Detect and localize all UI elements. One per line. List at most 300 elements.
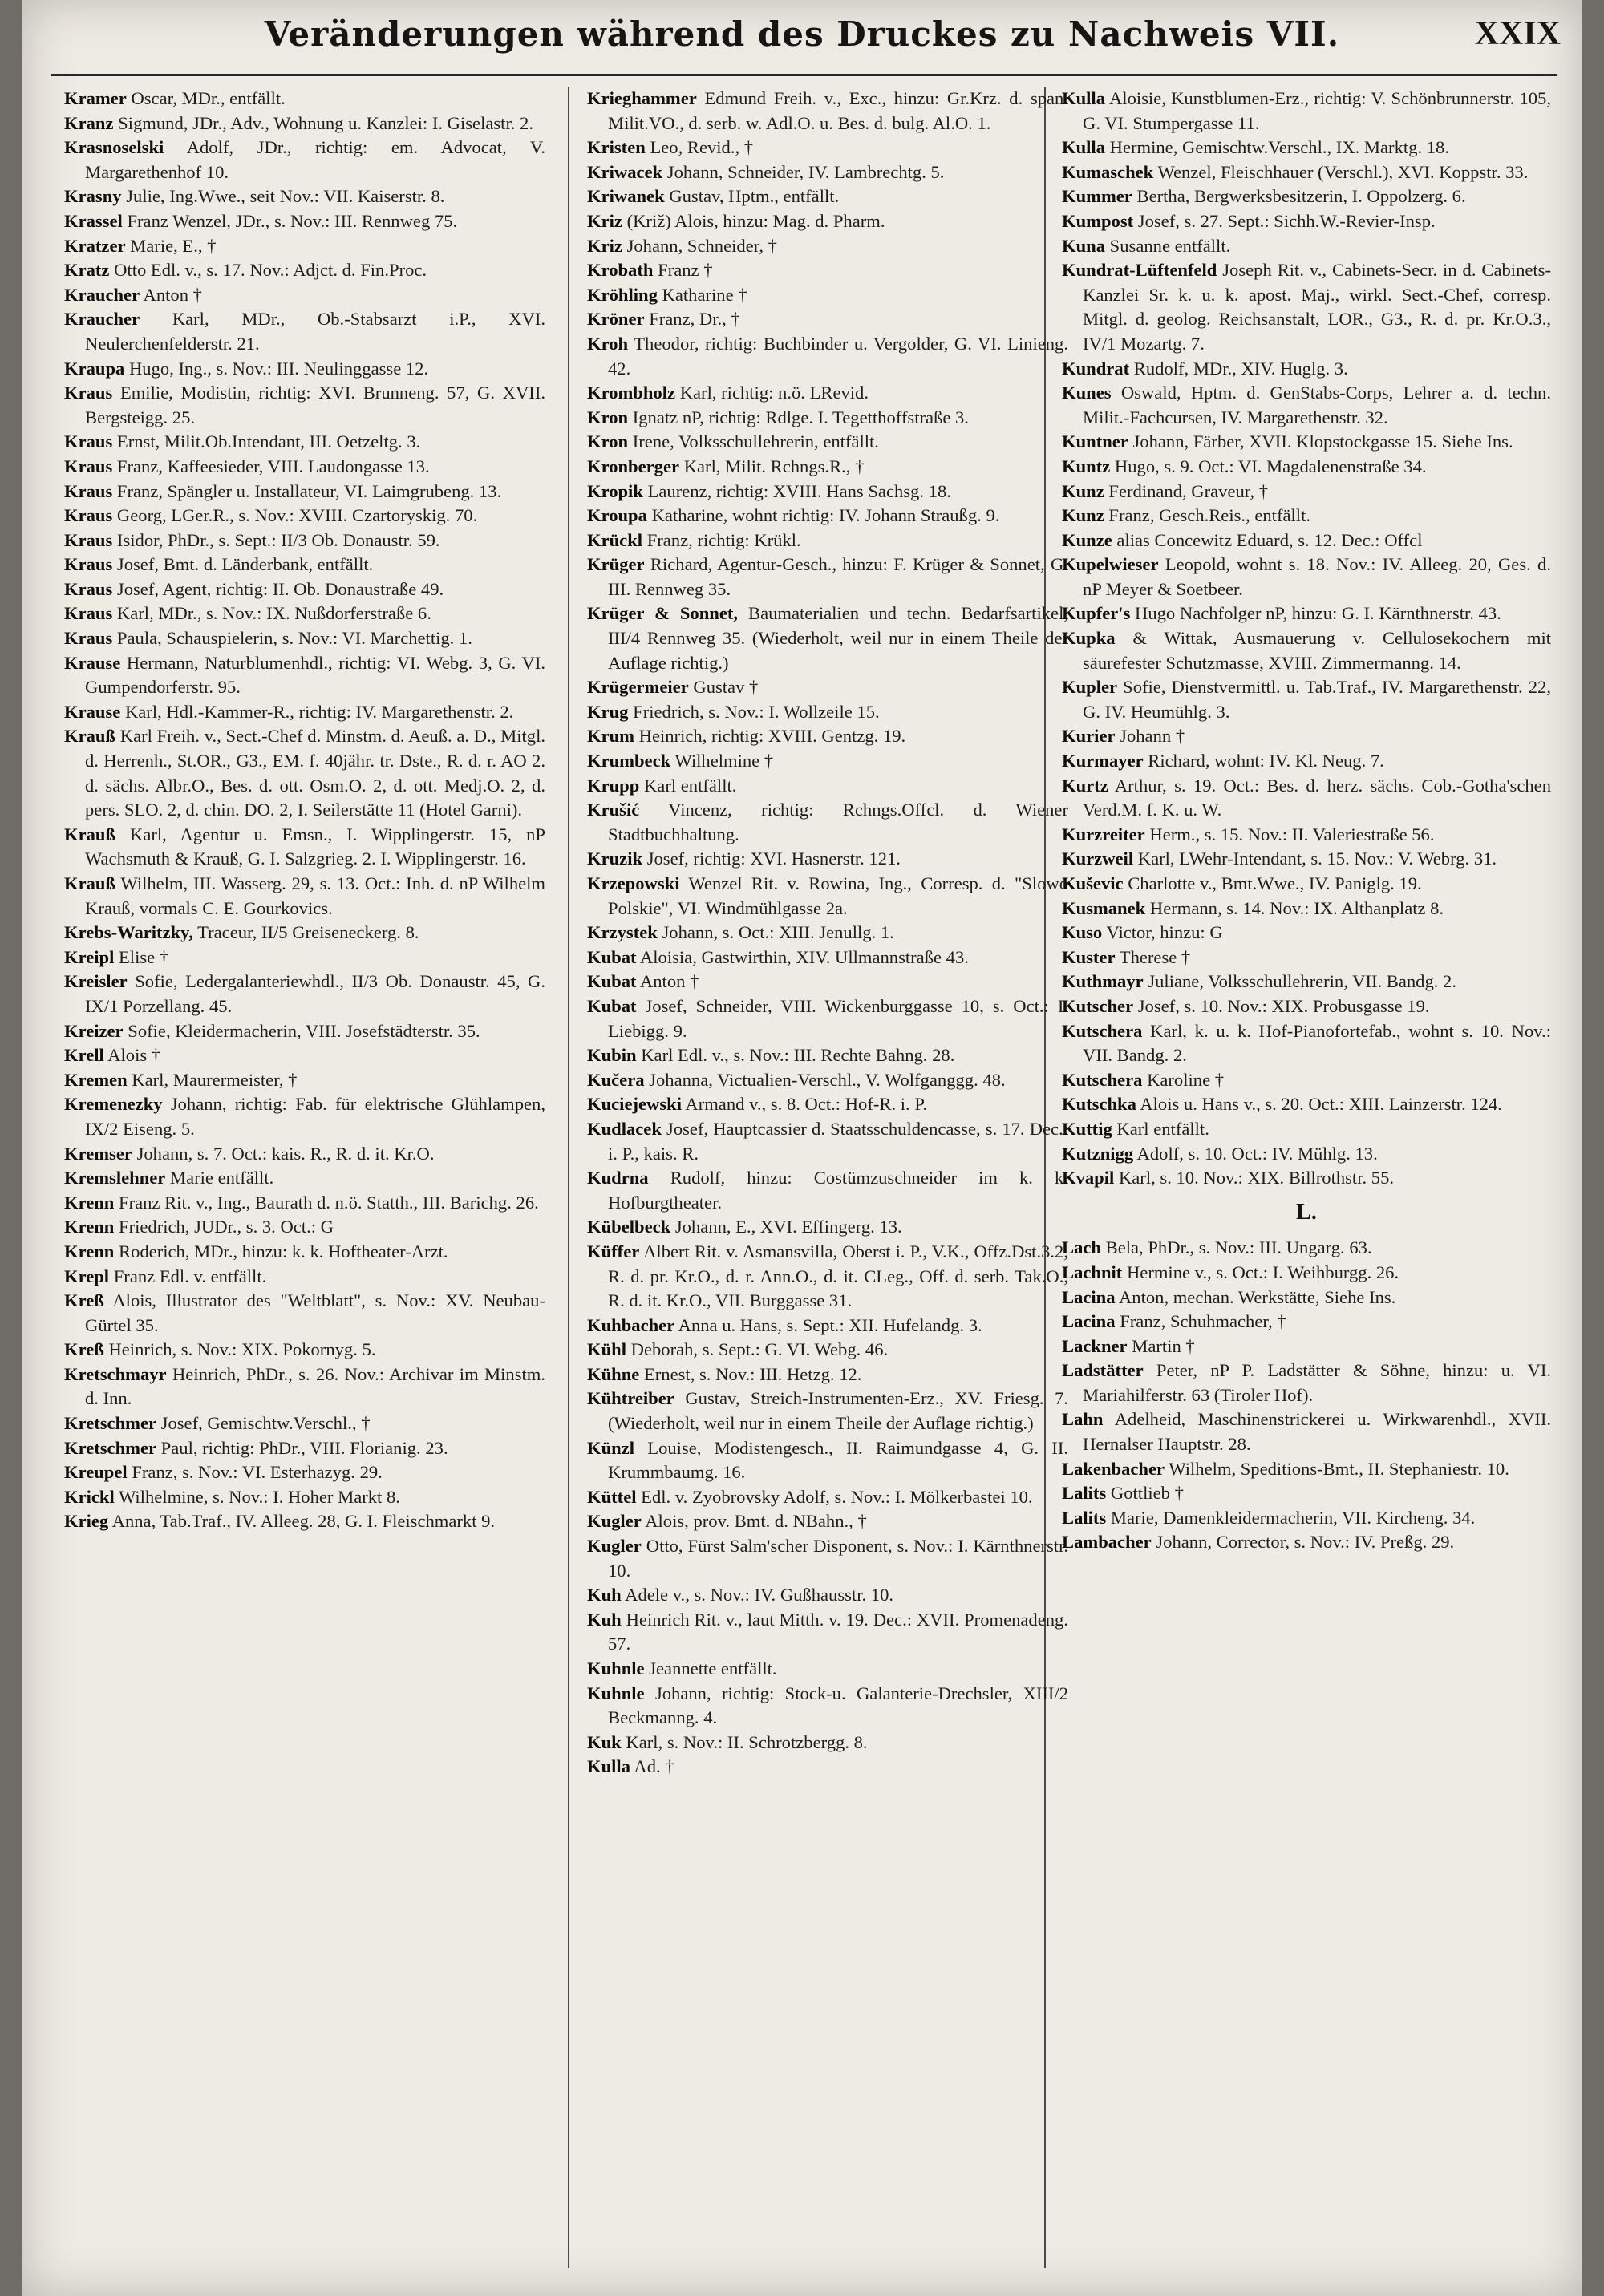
entry-details: & Wittak, Ausmauerung v. Cellulosekochern mit säurefester Schutzmasse, XVIII. Zimmermanng. 14. (1083, 628, 1551, 673)
directory-entry (64, 1142, 545, 1167)
directory-entry (64, 1240, 545, 1265)
entry-details: Johann, richtig: Stock-u. Galanterie-Drechsler, XIII/2 Beckmanng. 4. (608, 1683, 1068, 1728)
entry-details: Heinrich, s. Nov.: XIX. Pokornyg. 5. (108, 1339, 376, 1360)
directory-entry (1062, 1310, 1551, 1334)
entry-details: Josef, Gemischtw.Verschl., † (160, 1413, 371, 1434)
entry-details: Josef, Agent, richtig: II. Ob. Donaustraße 49. (116, 578, 444, 599)
directory-entry (1062, 87, 1551, 136)
directory-entry (64, 357, 545, 382)
directory-entry (1062, 234, 1551, 259)
entry-surname: Ladstätter (1062, 1360, 1144, 1381)
entry-surname: Krug (587, 701, 629, 722)
entry-surname: Lalits (1062, 1507, 1107, 1528)
entry-surname: Kriwanek (587, 186, 665, 207)
directory-entry (64, 577, 545, 602)
entry-surname: Kremser (64, 1143, 132, 1164)
entry-surname: Kuttig (1062, 1118, 1112, 1139)
directory-entry (1062, 1068, 1551, 1093)
directory-entry (64, 1436, 545, 1461)
entry-surname: Kvapil (1062, 1168, 1115, 1188)
directory-entry (587, 970, 1068, 994)
entry-surname: Krüger & Sonnet, (587, 603, 739, 624)
entry-details: Anton † (143, 284, 202, 305)
directory-entry (1062, 872, 1551, 897)
directory-entry (587, 724, 1068, 749)
entry-details: Hermann, Naturblumenhdl., richtig: VI. Webg. 3, G. VI. Gumpendorferstr. 95. (85, 652, 545, 698)
entry-details: Wilhelmine, s. Nov.: I. Hoher Markt 8. (119, 1486, 400, 1507)
entry-surname: Künzl (587, 1437, 635, 1458)
entry-surname: Kurier (1062, 726, 1116, 747)
entry-surname: Kretschmer (64, 1413, 157, 1434)
entry-surname: Kreisler (64, 971, 128, 992)
entry-details: Aloisia, Gastwirthin, XIV. Ullmannstraße 43. (639, 946, 969, 967)
entry-surname: Kumaschek (1062, 161, 1154, 182)
entry-surname: Kropik (587, 480, 643, 501)
entry-surname: Kupfer's (1062, 603, 1131, 624)
directory-entry (587, 160, 1068, 185)
column-3 (1062, 87, 1551, 2280)
entry-details: Anna, Tab.Traf., IV. Alleeg. 28, G. I. Fleischmarkt 9. (111, 1511, 496, 1532)
entry-details: Johann, E., XVI. Effingerg. 13. (674, 1217, 902, 1237)
directory-entry (64, 528, 545, 553)
directory-entry (64, 1411, 545, 1436)
entry-details: Johann, Corrector, s. Nov.: IV. Preßg. 29. (1156, 1532, 1455, 1553)
entry-surname: Kühtreiber (587, 1388, 674, 1409)
entry-surname: Kučera (587, 1069, 645, 1090)
directory-entry (587, 1117, 1068, 1166)
directory-entry (64, 1265, 545, 1290)
entry-details: Hugo Nachfolger nP, hinzu: G. I. Kärnthnerstr. 43. (1135, 603, 1501, 624)
entry-details: Karl entfällt. (1116, 1118, 1209, 1139)
directory-entry (1062, 1481, 1551, 1506)
directory-entry (587, 1363, 1068, 1387)
entry-surname: Küttel (587, 1486, 637, 1507)
directory-entry (587, 994, 1068, 1043)
directory-entry (1062, 1142, 1551, 1167)
entry-details: Friedrich, s. Nov.: I. Wollzeile 15. (633, 701, 880, 722)
directory-entry (64, 258, 545, 283)
directory-entry (64, 283, 545, 308)
directory-entry (1062, 480, 1551, 504)
entry-details: Irene, Volksschullehrerin, entfällt. (632, 431, 879, 452)
entry-surname: Kraus (64, 578, 113, 599)
directory-entry (587, 1387, 1068, 1436)
column-divider (568, 87, 569, 2268)
entry-details: (Križ) Alois, hinzu: Mag. d. Pharm. (626, 210, 885, 231)
directory-entry (1062, 675, 1551, 724)
entry-details: Armand v., s. 8. Oct.: Hof-R. i. P. (685, 1094, 928, 1115)
directory-entry (64, 1460, 545, 1485)
entry-surname: Kübelbeck (587, 1217, 671, 1237)
directory-entry (587, 601, 1068, 675)
entry-details: Alois, prov. Bmt. d. NBahn., † (645, 1511, 867, 1532)
entry-surname: Krause (64, 701, 121, 722)
entry-details: Georg, LGer.R., s. Nov.: XVIII. Czartoryskig. 70. (116, 505, 478, 526)
entry-surname: Krauß (64, 873, 116, 893)
directory-entry (1062, 601, 1551, 626)
entry-details: Gustav, Hptm., entfällt. (669, 186, 840, 207)
entry-details: Karl Edl. v., s. Nov.: III. Rechte Bahng. 28. (641, 1045, 955, 1066)
directory-entry (587, 528, 1068, 553)
entry-details: Franz † (658, 260, 713, 281)
directory-entry (587, 1043, 1068, 1068)
entry-surname: Lackner (1062, 1335, 1128, 1356)
entry-details: Richard, wohnt: IV. Kl. Neug. 7. (1148, 751, 1384, 771)
entry-surname: Kuciejewski (587, 1094, 682, 1115)
entry-details: Karl, k. u. k. Hof-Pianofortefab., wohnt s. 10. Nov.: VII. Bandg. 2. (1083, 1020, 1551, 1066)
directory-entry (587, 307, 1068, 332)
directory-entry (64, 700, 545, 725)
entry-details: Oscar, MDr., entfällt. (131, 88, 286, 108)
entry-surname: Kurzweil (1062, 848, 1134, 869)
directory-entry (1062, 749, 1551, 774)
entry-details: Hugo, s. 9. Oct.: VI. Magdalenenstraße 34. (1114, 456, 1427, 476)
entry-surname: Krasnoselski (64, 137, 164, 158)
directory-entry (587, 675, 1068, 700)
directory-entry (1062, 774, 1551, 823)
entry-details: Elise † (119, 946, 169, 967)
entry-details: Sofie, Kleidermacherin, VIII. Josefstädterstr. 35. (128, 1020, 480, 1041)
directory-entry (1062, 1236, 1551, 1261)
directory-entry (1062, 136, 1551, 160)
entry-surname: Kremenezky (64, 1094, 163, 1115)
entry-surname: Krauß (64, 824, 116, 844)
entry-details: Heinrich Rit. v., laut Mitth. v. 19. Dec.: XVII. Promenadeng. 57. (608, 1609, 1068, 1654)
directory-entry (587, 553, 1068, 601)
entry-details: Laurenz, richtig: XVIII. Hans Sachsg. 18. (647, 480, 951, 501)
entry-details: Wenzel Rit. v. Rowina, Ing., Corresp. d. "Slowo Polskie", VI. Windmühlgasse 2a. (608, 873, 1068, 918)
entry-surname: Kudrna (587, 1168, 649, 1188)
entry-details: Johanna, Victualien-Verschl., V. Wolfganggg. 48. (649, 1069, 1006, 1090)
directory-entry (587, 1314, 1068, 1338)
entry-surname: Kreß (64, 1290, 104, 1311)
entry-details: Josef, s. 10. Nov.: XIX. Probusgasse 19. (1137, 995, 1430, 1016)
entry-details: Sofie, Ledergalanteriewhdl., II/3 Ob. Donaustr. 45, G. IX/1 Porzellang. 45. (85, 971, 545, 1016)
entry-details: Baumaterialien und techn. Bedarfsartikel, III/4 Rennweg 35. (Wiederholt, weil nur in einem Theile der Auflage richtig.) (608, 603, 1068, 673)
entry-details: Vincenz, richtig: Rchngs.Offcl. d. Wiener Stadtbuchhaltung. (608, 800, 1068, 844)
directory-entry (587, 87, 1068, 136)
directory-entry (1062, 1457, 1551, 1482)
directory-entry (587, 872, 1068, 921)
directory-entry (587, 258, 1068, 283)
directory-entry (1062, 1359, 1551, 1407)
entry-surname: Kreizer (64, 1020, 124, 1041)
entry-details: Ad. † (634, 1756, 674, 1777)
directory-entry (587, 1657, 1068, 1682)
entry-surname: Lachnit (1062, 1261, 1123, 1282)
entry-details: Adolf, s. 10. Oct.: IV. Mühlg. 13. (1136, 1143, 1378, 1164)
entry-details: Karl, Maurermeister, † (132, 1069, 298, 1090)
entry-surname: Kutznigg (1062, 1143, 1134, 1164)
entry-surname: Kruzik (587, 848, 643, 869)
entry-surname: Lacina (1062, 1311, 1116, 1332)
entry-details: Karl, Agentur u. Emsn., I. Wipplingerstr. 15, nP Wachsmuth & Krauß, G. I. Salzgrieg. 2. I. Wipplingerstr. 16. (85, 824, 545, 869)
directory-entry (64, 136, 545, 184)
entry-surname: Kramer (64, 88, 127, 108)
entry-details: Johann † (1120, 726, 1185, 747)
entry-surname: Kronberger (587, 456, 680, 476)
entry-surname: Krupp (587, 775, 640, 796)
entry-details: Karl, LWehr-Intendant, s. 15. Nov.: V. Webrg. 31. (1137, 848, 1497, 869)
entry-surname: Kulla (1062, 137, 1105, 158)
entry-details: Friedrich, JUDr., s. 3. Oct.: G (119, 1217, 334, 1237)
entry-surname: Kuster (1062, 946, 1116, 967)
entry-surname: Kuh (587, 1609, 622, 1630)
directory-entry (587, 184, 1068, 209)
entry-details: Marie, E., † (130, 235, 217, 256)
entry-surname: Kuh (587, 1585, 622, 1606)
entry-surname: Kuk (587, 1731, 622, 1752)
directory-entry (1062, 1506, 1551, 1531)
entry-details: Emilie, Modistin, richtig: XVI. Brunneng. 57, G. XVII. Bergsteigg. 25. (85, 383, 545, 427)
entry-details: Roderich, MDr., hinzu: k. k. Hoftheater-Arzt. (119, 1241, 448, 1261)
directory-entry (587, 798, 1068, 847)
entry-surname: Lacina (1062, 1286, 1116, 1307)
entry-surname: Kremslehner (64, 1168, 166, 1188)
entry-surname: Krobath (587, 260, 654, 281)
entry-surname: Kundrat (1062, 358, 1130, 379)
entry-surname: Krauß (64, 726, 116, 747)
entry-surname: Kröhling (587, 284, 658, 305)
entry-details: Hermann, s. 14. Nov.: IX. Althanplatz 8. (1149, 897, 1444, 918)
entry-surname: Kuthmayr (1062, 971, 1144, 992)
entry-details: Wilhelm, III. Wasserg. 29, s. 13. Oct.: Inh. d. nP Wilhelm Krauß, vormals C. E. Gourkovics. (85, 873, 545, 918)
entry-surname: Kunze (1062, 529, 1112, 550)
directory-entry (1062, 1261, 1551, 1286)
entry-details: Peter, nP P. Ladstätter & Söhne, hinzu: u. VI. Mariahilferstr. 63 (Tiroler Hof). (1083, 1360, 1551, 1405)
directory-entry (587, 1215, 1068, 1240)
directory-entry (64, 430, 545, 455)
entry-surname: Kröner (587, 309, 645, 330)
directory-entry (64, 234, 545, 259)
entry-details: Heinrich, PhDr., s. 26. Nov.: Archivar im Minstm. d. Inn. (85, 1363, 545, 1409)
entry-details: Hugo, Ing., s. Nov.: III. Neulinggasse 12. (128, 358, 429, 379)
entry-details: Albert Rit. v. Asmansvilla, Oberst i. P., V.K., Offz.Dst.3.2, R. d. pr. Kr.O., d. r. Ann.O., d. it. CLeg., Off. d. serb. Tak.O., R. d. it. Kr.O., VII. Burggasse 31. (608, 1241, 1068, 1311)
entry-surname: Kranz (64, 112, 114, 133)
directory-entry (587, 430, 1068, 455)
entry-details: Oswald, Hptm. d. GenStabs-Corps, Lehrer a. d. techn. Milit.-Fachcursen, IV. Margarethenstr. 32. (1083, 383, 1551, 427)
entry-details: Anton, mechan. Werkstätte, Siehe Ins. (1118, 1286, 1396, 1307)
entry-surname: Krause (64, 652, 121, 673)
directory-entry (64, 1338, 545, 1363)
entry-details: Karl, Milit. Rchngs.R., † (683, 456, 865, 476)
entry-surname: Kroupa (587, 505, 647, 526)
entry-surname: Krüger (587, 554, 645, 575)
entry-details: Juliane, Volksschullehrerin, VII. Bandg. 2. (1148, 971, 1457, 992)
directory-entry (587, 504, 1068, 528)
entry-details: Louise, Modistengesch., II. Raimundgasse 4, G. II. Krummbaumg. 16. (608, 1437, 1068, 1483)
directory-entry (587, 1509, 1068, 1534)
entry-details: Franz, Dr., † (649, 309, 740, 330)
entry-surname: Krell (64, 1045, 104, 1066)
entry-surname: Kunz (1062, 480, 1104, 501)
entry-surname: Lambacher (1062, 1532, 1152, 1553)
entry-surname: Krumbeck (587, 751, 671, 771)
directory-entry (587, 1092, 1068, 1117)
directory-entry (64, 1092, 545, 1141)
directory-entry (1062, 1530, 1551, 1555)
entry-details: Otto Edl. v., s. 17. Nov.: Adjct. d. Fin.Proc. (114, 260, 427, 281)
entry-details: Paul, richtig: PhDr., VIII. Florianig. 23. (160, 1437, 448, 1458)
entry-surname: Kunes (1062, 383, 1112, 403)
entry-details: Theodor, richtig: Buchbinder u. Vergolder, G. VI. Linieng. 42. (608, 333, 1068, 379)
entry-details: Rudolf, hinzu: Costümzuschneider im k. k. Hofburgtheater. (608, 1168, 1068, 1213)
directory-entry (587, 774, 1068, 799)
entry-surname: Kutschka (1062, 1094, 1136, 1115)
directory-entry (1062, 626, 1551, 675)
entry-details: Wilhelmine † (674, 751, 774, 771)
entry-surname: Kupler (1062, 677, 1118, 698)
entry-details: Sofie, Dienstvermittl. u. Tab.Traf., IV. Margarethenstr. 22, G. IV. Heumühlg. 3. (1083, 677, 1551, 722)
directory-entry (1062, 1334, 1551, 1359)
entry-details: Katharine, wohnt richtig: IV. Johann Straußg. 9. (651, 505, 1000, 526)
entry-surname: Krasny (64, 186, 122, 207)
entry-surname: Kühl (587, 1339, 626, 1360)
entry-details: Karl, s. 10. Nov.: XIX. Billrothstr. 55. (1118, 1168, 1395, 1188)
entry-surname: Kraus (64, 456, 113, 476)
entry-details: Franz, Kaffeesieder, VIII. Laudongasse 13. (116, 456, 430, 476)
entry-surname: Kumpost (1062, 210, 1134, 231)
entry-details: Paula, Schauspielerin, s. Nov.: VI. Marchettig. 1. (116, 628, 472, 649)
entry-surname: Kraus (64, 603, 113, 624)
entry-surname: Kreipl (64, 946, 115, 967)
directory-entry (1062, 1286, 1551, 1310)
directory-entry (1062, 724, 1551, 749)
entry-details: Josef, Hauptcassier d. Staatsschuldencasse, s. 17. Dec.: i. P., kais. R. (608, 1118, 1068, 1164)
entry-details: Karl Freih. v., Sect.-Chef d. Minstm. d. Aeuß. a. D., Mitgl. d. Herrenh., St.OR., G3., EM. f. 40jähr. tr. Dste., R. d. r. AO 2. d. sächs. Albr.O., Bes. d. ott. Osm.O. 2, d. ott. Medj.O. 2, d. pers. SLO. 2, d. chin. DO. 2, I. Seilerstätte 11 (Hotel Garni). (85, 726, 545, 820)
directory-entry (587, 209, 1068, 234)
entry-surname: Kriwacek (587, 161, 663, 182)
directory-entry (64, 921, 545, 946)
entry-details: Bertha, Bergwerksbesitzerin, I. Oppolzerg. 6. (1136, 186, 1466, 207)
entry-details: Gustav † (693, 677, 759, 698)
directory-entry (587, 1068, 1068, 1093)
entry-details: Gottlieb † (1110, 1483, 1184, 1504)
directory-entry (1062, 209, 1551, 234)
directory-entry (1062, 160, 1551, 185)
entry-surname: Krombholz (587, 383, 676, 403)
header-rule (51, 74, 1557, 76)
entry-surname: Kurtz (1062, 775, 1108, 796)
directory-entry (64, 1068, 545, 1093)
entry-surname: Lalits (1062, 1483, 1107, 1504)
entry-details: Johann, richtig: Fab. für elektrische Glühlampen, IX/2 Eiseng. 5. (85, 1094, 545, 1139)
directory-entry (587, 1534, 1068, 1583)
entry-surname: Kühne (587, 1363, 640, 1384)
directory-entry (587, 406, 1068, 431)
entry-surname: Kretschmer (64, 1437, 157, 1458)
entry-surname: Krušić (587, 800, 640, 820)
entry-details: Deborah, s. Sept.: G. VI. Webg. 46. (630, 1339, 889, 1360)
directory-entry (64, 1166, 545, 1191)
entry-details: Josef, richtig: XVI. Hasnerstr. 121. (646, 848, 901, 869)
directory-entry (1062, 455, 1551, 480)
entry-surname: Kundrat-Lüftenfeld (1062, 260, 1217, 281)
entry-surname: Kuševic (1062, 873, 1124, 893)
entry-details: Otto, Fürst Salm'scher Disponent, s. Nov.: I. Kärnthnerstr. 10. (608, 1536, 1068, 1581)
entry-surname: Krückl (587, 529, 643, 550)
entry-surname: Kusmanek (1062, 897, 1146, 918)
entry-surname: Kraucher (64, 309, 140, 330)
directory-entry (587, 136, 1068, 160)
directory-entry (1062, 1117, 1551, 1142)
entry-surname: Kugler (587, 1511, 642, 1532)
directory-entry (587, 283, 1068, 308)
page-title: Veränderungen während des Druckes zu Nachweis VII. (264, 14, 1340, 54)
directory-entry (1062, 1092, 1551, 1117)
entry-surname: Kubat (587, 946, 637, 967)
entry-details: Sigmund, JDr., Adv., Wohnung u. Kanzlei: I. Giselastr. 2. (118, 112, 533, 133)
entry-details: Arthur, s. 19. Oct.: Bes. d. herz. sächs. Cob.-Gotha'schen Verd.M. f. K. u. W. (1083, 775, 1551, 820)
entry-details: Traceur, II/5 Greiseneckerg. 8. (197, 922, 419, 943)
entry-details: Franz Edl. v. entfällt. (113, 1265, 267, 1286)
entry-details: Leo, Revid., † (650, 137, 754, 158)
entry-details: Edl. v. Zyobrovsky Adolf, s. Nov.: I. Mölkerbastei 10. (641, 1486, 1033, 1507)
directory-entry (64, 1485, 545, 1510)
entry-details: Johann, s. Oct.: XIII. Jenullg. 1. (662, 922, 894, 943)
entry-surname: Kratz (64, 260, 110, 281)
entry-details: Franz, richtig: Krükl. (646, 529, 801, 550)
entry-surname: Krzepowski (587, 873, 680, 893)
entry-details: Josef, s. 27. Sept.: Sichh.W.-Revier-Insp. (1137, 210, 1436, 231)
entry-details: Karl, MDr., Ob.-Stabsarzt i.P., XVI. Neulerchenfelderstr. 21. (85, 309, 545, 354)
entry-surname: Kugler (587, 1536, 642, 1557)
directory-entry (64, 87, 545, 111)
entry-details: Edmund Freih. v., Exc., hinzu: Gr.Krz. d. span. Milit.VO., d. serb. w. Adl.O. u. Bes. d. bulg. Al.O. 1. (608, 88, 1068, 133)
entry-details: Karl, richtig: n.ö. LRevid. (679, 383, 869, 403)
entry-surname: Lakenbacher (1062, 1458, 1165, 1479)
entry-details: Karoline † (1147, 1069, 1225, 1090)
directory-entry (64, 1043, 545, 1068)
directory-entry (1062, 1019, 1551, 1068)
entry-surname: Krzystek (587, 922, 658, 943)
entry-details: Marie entfällt. (170, 1168, 274, 1188)
entry-surname: Kuhnle (587, 1683, 645, 1703)
entry-surname: Krieg (64, 1511, 109, 1532)
directory-entry (1062, 897, 1551, 921)
entry-surname: Kraus (64, 505, 113, 526)
entry-details: Franz Wenzel, JDr., s. Nov.: III. Rennweg 75. (127, 210, 458, 231)
entry-surname: Krassel (64, 210, 123, 231)
entry-surname: Kremen (64, 1069, 128, 1090)
directory-entry (1062, 381, 1551, 430)
directory-entry (1062, 504, 1551, 528)
entry-details: Katharine † (662, 284, 747, 305)
entry-surname: Krickl (64, 1486, 115, 1507)
entry-details: Charlotte v., Bmt.Wwe., IV. Paniglg. 19. (1128, 873, 1422, 893)
entry-surname: Kunz (1062, 505, 1104, 526)
entry-details: Franz, Gesch.Reis., entfällt. (1108, 505, 1310, 526)
entry-surname: Krenn (64, 1241, 115, 1261)
entry-surname: Kutscher (1062, 995, 1134, 1016)
directory-entry (1062, 430, 1551, 455)
entry-surname: Kurmayer (1062, 751, 1144, 771)
directory-entry (587, 455, 1068, 480)
directory-entry (64, 872, 545, 921)
directory-entry (64, 553, 545, 577)
entry-surname: Kupelwieser (1062, 554, 1159, 575)
directory-entry (587, 1755, 1068, 1780)
directory-entry (64, 1289, 545, 1338)
directory-entry (587, 749, 1068, 774)
directory-entry (64, 823, 545, 872)
entry-details: Johann, Schneider, † (626, 235, 777, 256)
entry-details: Alois, Illustrator des "Weltblatt", s. Nov.: XV. Neubau-Gürtel 35. (85, 1290, 545, 1335)
entry-surname: Kristen (587, 137, 646, 158)
entry-surname: Kuna (1062, 235, 1106, 256)
column-2 (587, 87, 1068, 2280)
directory-page (22, 0, 1582, 2296)
